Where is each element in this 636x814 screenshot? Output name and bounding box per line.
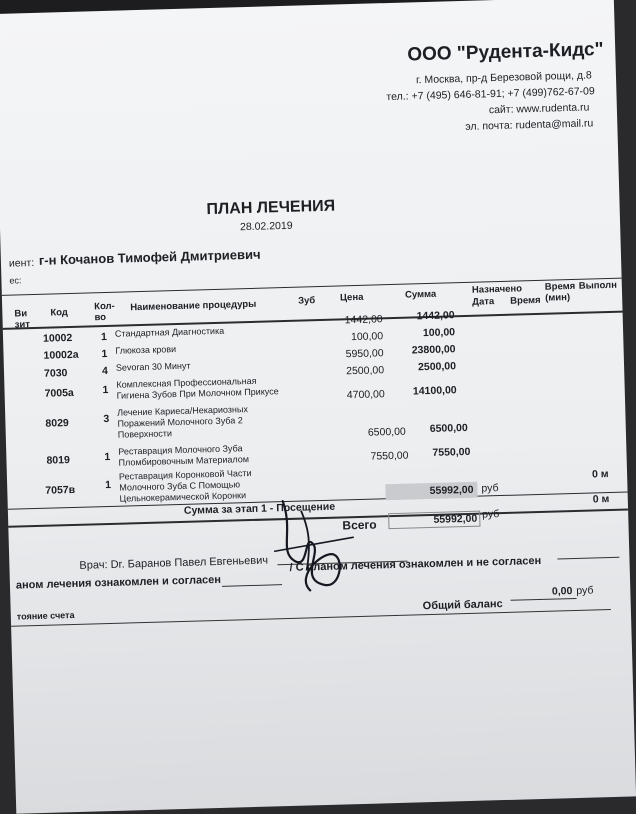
- row-sum: 1442,00: [416, 309, 455, 323]
- account-label: тояние счета: [16, 609, 75, 622]
- account-rule: [11, 609, 611, 627]
- row-qty: 3: [103, 412, 110, 426]
- col-assigned: Назначено: [471, 283, 523, 296]
- row-sum: 14100,00: [412, 384, 457, 398]
- row-name-line: Лечение Кариеса/Некариозных: [117, 404, 249, 418]
- handwritten-signature: [262, 489, 365, 602]
- stage-sum-label: Сумма за этап 1 - Посещение: [183, 500, 336, 517]
- col-qty: Кол-во: [94, 300, 115, 324]
- row-price: 4700,00: [346, 388, 385, 402]
- col-code: Код: [50, 307, 69, 319]
- col-tooth: Зуб: [297, 295, 316, 307]
- patient-label: иент:: [8, 256, 35, 270]
- col-time: Время: [510, 294, 541, 307]
- row-price: 1442,00: [344, 313, 383, 327]
- row-code: 10002а: [43, 348, 79, 362]
- row-name-line: Гигиена Зубов При Молочном Прикусе: [116, 386, 279, 401]
- row-name: Глюкоза крови: [115, 344, 177, 356]
- company-site: [489, 101, 590, 116]
- total-value: 55992,00: [388, 511, 480, 530]
- site-label: сайт:: [488, 103, 514, 117]
- col-date: Дата: [472, 296, 495, 308]
- row-name-line: Комплексная Профессиональная: [116, 375, 257, 390]
- row-sum: 2500,00: [417, 360, 457, 374]
- col-price: Цена: [339, 291, 364, 304]
- row-price: 2500,00: [345, 364, 385, 378]
- col-visit: Ви зит: [14, 308, 31, 331]
- col-done: Выполн: [578, 279, 618, 292]
- row-code: 7057в: [45, 483, 76, 497]
- row-sum: 23800,00: [411, 343, 456, 357]
- total-right-value: 0 м: [592, 493, 610, 506]
- row-code: 7005а: [44, 386, 74, 400]
- row-name-line: Поражений Молочного Зуба 2: [117, 415, 243, 429]
- row-code: 7030: [43, 367, 68, 380]
- col-duration: Время (мин): [544, 280, 576, 304]
- row-name-line: Реставрация Молочного Зуба: [118, 443, 243, 457]
- row-sum: 100,00: [422, 326, 456, 340]
- row-sum: 6500,00: [429, 421, 468, 435]
- row-qty: 1: [100, 330, 108, 344]
- second-label: ес:: [9, 275, 22, 286]
- col-name: Наименование процедуры: [130, 298, 257, 314]
- stage-sum-currency: руб: [481, 482, 499, 495]
- phone-label: тел.:: [386, 90, 409, 104]
- document-date: 28.02.2019: [239, 219, 293, 234]
- company-phones: [386, 85, 595, 103]
- company-email: [465, 117, 593, 133]
- row-name-line: Реставрация Коронковой Части: [118, 467, 252, 482]
- header-top-rule: [2, 278, 622, 296]
- row-qty: 1: [104, 450, 111, 464]
- row-name-line: Пломбировочным Материалом: [118, 454, 250, 468]
- patient-name: г-н Кочанов Тимофей Дмитриевич: [38, 246, 261, 268]
- row-price: 6500,00: [367, 425, 406, 439]
- site-value: www.rudenta.ru: [516, 101, 590, 116]
- total-label: Всего: [342, 517, 377, 533]
- row-code: 8019: [46, 454, 71, 467]
- row-code: 8029: [45, 417, 69, 430]
- page-title: ПЛАН ЛЕЧЕНИЯ: [206, 197, 336, 219]
- row-name-line: Молочного Зуба С Помощью: [119, 479, 241, 493]
- agree-statement: аном лечения ознакомлен и согласен: [15, 573, 222, 592]
- row-name: Стандартная Диагностика: [114, 325, 225, 339]
- row-qty: 1: [105, 478, 112, 492]
- phone-values: +7 (495) 646-81-91; +7 (499)762-67-09: [411, 85, 595, 103]
- col-sum: Сумма: [404, 288, 437, 301]
- disagree-statement: / С планом лечения ознакомлен и не согласен: [289, 554, 542, 574]
- row-code: 10002: [42, 331, 73, 345]
- company-name: ООО "Рудента-Кидс": [407, 38, 604, 66]
- row-price: 5950,00: [345, 347, 384, 361]
- row-price: 100,00: [350, 330, 384, 344]
- row-qty: 1: [102, 383, 109, 397]
- row-qty: 4: [101, 364, 109, 378]
- balance-currency: руб: [576, 584, 594, 597]
- balance-label: Общий баланс: [422, 598, 503, 613]
- total-currency: руб: [481, 508, 500, 521]
- email-value: rudenta@mail.ru: [515, 117, 594, 132]
- row-sum: 7550,00: [432, 445, 471, 459]
- disagree-signature-line: [557, 557, 619, 560]
- email-label: эл. почта:: [465, 119, 513, 133]
- stage-sum-value: 55992,00: [429, 483, 474, 498]
- doctor-label: Врач:: [79, 559, 108, 572]
- doctor-line: [79, 555, 268, 572]
- stage-right-value: 0 м: [591, 468, 609, 481]
- row-qty: 1: [101, 347, 108, 361]
- balance-value: 0,00: [551, 585, 573, 598]
- doctor-name: Dr. Баранов Павел Евгеньевич: [110, 554, 269, 571]
- row-name-line: Цельнокерамической Коронки: [119, 490, 247, 504]
- row-name: Sevoran 30 Минут: [115, 360, 191, 373]
- row-name-line: Поверхности: [117, 428, 173, 440]
- row-price: 7550,00: [370, 449, 409, 463]
- company-address: г. Москва, пр-д Березовой рощи, д.8: [415, 69, 592, 87]
